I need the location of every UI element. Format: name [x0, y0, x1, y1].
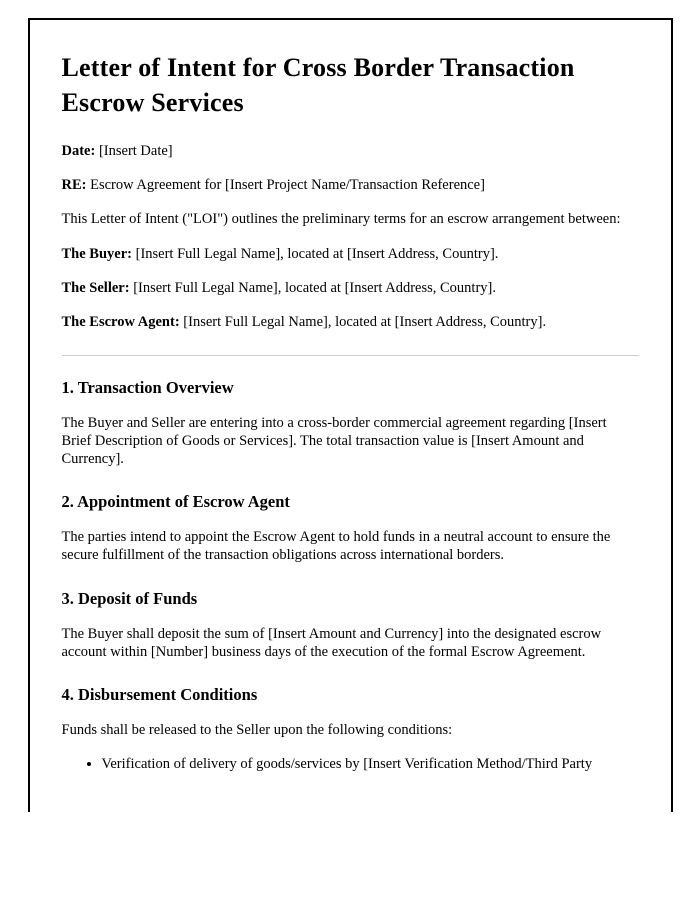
section-body: The Buyer and Seller are entering into a cross-border commercial agreement regarding [Insert Brief Description of Goods or Services]. The total transaction value is [Insert Amount and Currency]. [61, 414, 607, 468]
section-heading: 4. Disbursement Conditions [61, 684, 258, 704]
re-line [62, 176, 639, 194]
section-body: The parties intend to appoint the Escrow Agent to hold funds in a neutral account to ensure the secure fulfillment of the transaction obligations across international borders. [61, 529, 611, 564]
date-line [62, 142, 639, 160]
buyer-label: The Buyer: [61, 245, 132, 262]
section-transaction-overview [62, 378, 639, 468]
escrow-agent-line [62, 313, 639, 331]
seller-label: The Seller: [61, 279, 130, 296]
section-appointment-escrow-agent [62, 492, 639, 564]
seller-value: [Insert Full Legal Name], located at [Insert Address, Country]. [129, 279, 496, 296]
document-title: Letter of Intent for Cross Border Transaction Escrow Services [61, 53, 575, 118]
section-deposit-of-funds [62, 589, 639, 661]
preamble-paragraph: This Letter of Intent ("LOI") outlines the preliminary terms for an escrow arrangement between: [61, 211, 621, 228]
escrow-agent-label: The Escrow Agent: [61, 313, 180, 330]
re-label: RE: [61, 177, 87, 194]
section-divider [62, 355, 639, 356]
section-body: The Buyer shall deposit the sum of [Insert Amount and Currency] into the designated escrow account within [Number] business days of the execution of the formal Escrow Agreement. [61, 625, 602, 660]
date-value: [Insert Date] [95, 143, 173, 160]
buyer-line [62, 245, 639, 263]
document-frame [28, 18, 673, 812]
date-label: Date: [61, 143, 96, 160]
seller-line [62, 279, 639, 297]
section-heading: 2. Appointment of Escrow Agent [61, 492, 290, 512]
section-disbursement-conditions [62, 685, 639, 773]
escrow-agent-value: [Insert Full Legal Name], located at [Insert Address, Country]. [179, 313, 547, 330]
list-item: • Verification of delivery of goods/services by [Insert Verification Method/Third Party [102, 755, 639, 773]
buyer-value: [Insert Full Legal Name], located at [Insert Address, Country]. [131, 245, 499, 262]
section-heading: 1. Transaction Overview [61, 377, 234, 397]
section-body: Funds shall be released to the Seller upon the following conditions: [61, 721, 453, 738]
section-heading: 3. Deposit of Funds [61, 588, 198, 608]
disbursement-conditions-list [62, 755, 639, 773]
re-value: Escrow Agreement for [Insert Project Name/Transaction Reference] [86, 177, 485, 194]
